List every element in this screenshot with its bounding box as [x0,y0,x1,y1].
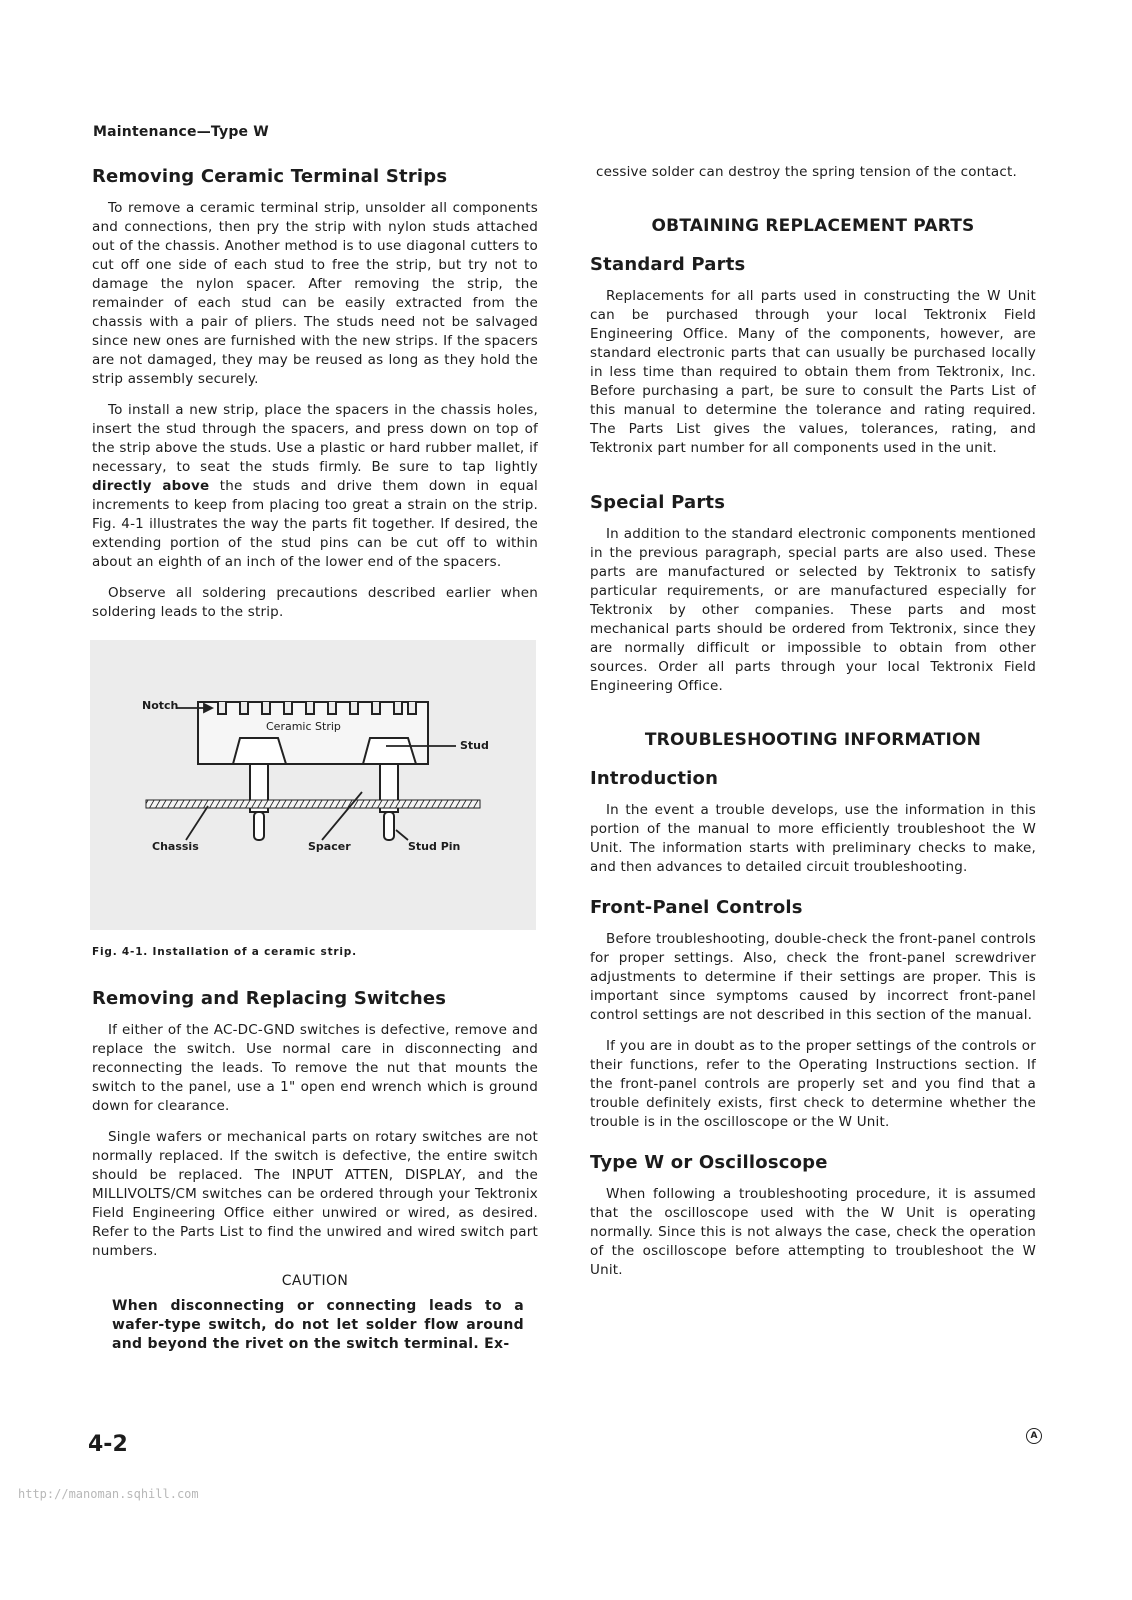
chassis-bar [146,800,480,808]
figure-label-stud-pin: Stud Pin [408,840,461,853]
paragraph: When following a troubleshooting procedure, it is assumed that the oscilloscope used with the W Unit is operating normally. Since this is not always the case, check the operation of the oscilloscope before attempting to troubleshoot the W Unit. [590,1186,1036,1278]
caution-text: When disconnecting or connecting leads to a wafer-type switch, do not let solder flow around and beyond the rivet on the switch terminal. Ex- [112,1298,524,1352]
figure-label-spacer: Spacer [308,840,351,853]
left-column [92,166,538,1354]
figure-label-chassis: Chassis [152,840,199,853]
paragraph: Before troubleshooting, double-check the front-panel controls for proper settings. Also, check the front-panel screwdriver adjustments to determine if their settings are proper. This is important since symptoms caused by incorrect front-panel control settings are not described in this section of the manual. [590,931,1036,1023]
figure-caption: Fig. 4-1. Installation of a ceramic strip. [92,946,357,958]
paragraph-text: the studs and drive them down in equal increments to keep from placing too great a strain on the strip. Fig. 4-1 illustrates the way the parts fit together. If desired, the extending portion of the stud pins can be cut off to within about an eighth of an inch of the lower end of the spacers. [92,478,539,570]
paragraph: Single wafers or mechanical parts on rotary switches are not normally replaced. If the switch is defective, the entire switch should be replaced. The INPUT ATTEN, DISPLAY, and the MILLIVOLTS/CM switches can be ordered through your Tektronix Field Engineering Office either unwired or wired, as desired. Refer to the Parts List to find the unwired and wired switch part numbers. [92,1129,538,1259]
paragraph-install-strip [92,401,538,572]
major-heading-troubleshooting: TROUBLESHOOTING INFORMATION [644,730,982,750]
section-title-type-w-or-oscilloscope: Type W or Oscilloscope [590,1152,828,1173]
caution-heading: CAUTION [281,1273,349,1289]
paragraph: Observe all soldering precautions described earlier when soldering leads to the strip. [92,585,538,620]
figure-label-stud: Stud [460,739,489,752]
stud-left [233,738,286,764]
paragraph: If you are in doubt as to the proper settings of the controls or their functions, refer to the Operating Instructions section. If the front-panel controls are properly set and you find that a trouble definitely exists, first check to determine whether the trouble is in the oscilloscope or the W Unit. [590,1038,1036,1130]
major-heading-replacement-parts: OBTAINING REPLACEMENT PARTS [651,216,975,236]
watermark: http://manoman.sqhill.com [18,1487,199,1501]
running-head: Maintenance—Type W [93,124,269,140]
page-number: 4-2 [88,1432,128,1457]
paragraph-continued: cessive solder can destroy the spring tension of the contact. [596,164,1018,180]
section-title-front-panel-controls: Front-Panel Controls [590,897,803,918]
section-title-standard-parts: Standard Parts [590,254,746,275]
paragraph: To remove a ceramic terminal strip, unsolder all components and connections, then pry the strip with nylon studs attached out of the chassis. Another method is to use diagonal cutters to cut off one side of each stud to free the strip, but try not to damage the nylon spacer. After removing the strip, the remainder of each stud can be easily extracted from the chassis with a pair of pliers. The studs need not be salvaged since new ones are furnished with the new strips. If the spacers are not damaged, they may be reused as long as they hold the strip assembly securely. [92,200,538,387]
section-title-introduction: Introduction [590,768,719,789]
figure-label-notch: Notch [142,699,179,712]
right-column [590,163,1036,1292]
emphasis-text: directly above [92,478,210,494]
figure-ceramic-strip [90,640,536,930]
section-title-special-parts: Special Parts [590,492,726,513]
section-title-removing-switches: Removing and Replacing Switches [92,988,447,1009]
stud-right [363,738,416,764]
figure-label-ceramic-strip: Ceramic Strip [266,720,341,733]
revision-mark: A [1026,1428,1042,1444]
paragraph-text: To install a new strip, place the spacers in the chassis holes, insert the stud through the spacers, and press down on top of the strip above the studs. Use a plastic or hard rubber mallet, if necessary, to seat the studs firmly. Be sure to tap lightly [92,402,538,475]
section-title-removing-ceramic-strips: Removing Ceramic Terminal Strips [92,166,448,187]
paragraph: Replacements for all parts used in constructing the W Unit can be purchased through your local Tektronix Field Engineering Office. Many of the components, however, are standard electronic parts that can usually be purchased locally in less time than required to obtain them from Tektronix, Inc. Before purchasing a part, be sure to consult the Parts List of this manual to determine the tolerance and rating required. The Parts List gives the values, tolerances, rating, and Tektronix part number for all components used in the unit. [590,288,1036,456]
stud-pin-left [254,812,264,840]
ceramic-strip-diagram [90,640,536,930]
paragraph: In the event a trouble develops, use the information in this portion of the manual to more efficiently troubleshoot the W Unit. The information starts with preliminary checks to make, and then advances to detailed circuit troubleshooting. [590,802,1036,875]
stud-pin-right [384,812,394,840]
paragraph: In addition to the standard electronic components mentioned in the previous paragraph, special parts are also used. These parts are manufactured or selected by Tektronix to satisfy particular requirements, or are manufactured especially for Tektronix by other companies. These parts and most mechanical parts should be ordered from Tektronix, since they are normally difficult or impossible to obtain from other sources. Order all parts through your local Tektronix Field Engineering Office. [590,526,1036,694]
paragraph: If either of the AC-DC-GND switches is defective, remove and replace the switch. Use normal care in disconnecting and reconnecting the leads. To remove the nut that mounts the switch to the panel, use a 1" open end wrench which is ground down for clearance. [92,1022,538,1114]
